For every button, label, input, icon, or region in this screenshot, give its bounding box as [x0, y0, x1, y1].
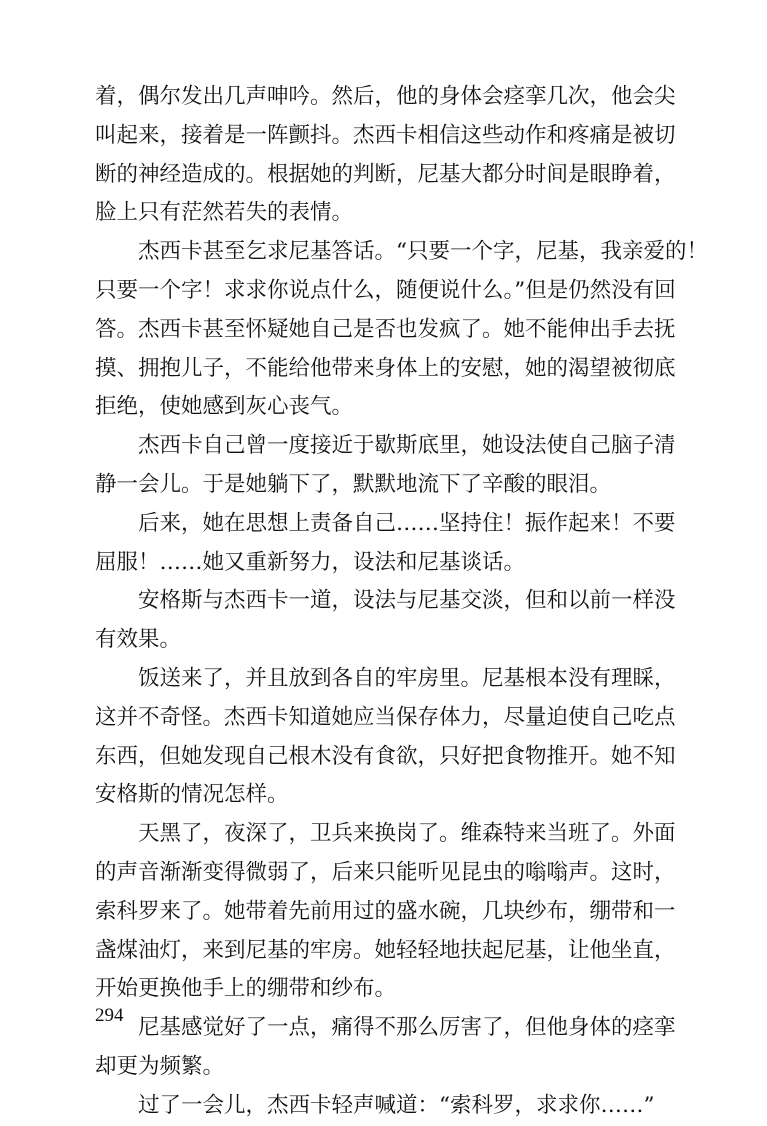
text-line: 饭送来了，并且放到各自的牢房里。尼基根本没有理睬，: [138, 665, 676, 691]
text-line: 天黑了，夜深了，卫兵来换岗了。维森特来当班了。外面: [138, 821, 676, 847]
text-line: 的声音渐渐变得微弱了，后来只能听见昆虫的嗡嗡声。这时，: [95, 859, 676, 885]
page-body: [95, 78, 708, 1126]
text-line: 拒绝，使她感到灰心丧气。: [95, 394, 354, 420]
text-line: 盏煤油灯，来到尼基的牢房。她轻轻地扶起尼基，让他坐直，: [95, 937, 676, 963]
text-line: 后来，她在思想上责备自己……坚持住！振作起来！不要: [138, 510, 676, 536]
text-line: 这并不奇怪。杰西卡知道她应当保存体力，尽量迫使自己吃点: [95, 704, 676, 730]
text-line: 安格斯与杰西卡一道，设法与尼基交淡，但和以前一样没: [138, 588, 676, 614]
text-line: 索科罗来了。她带着先前用过的盛水碗，几块纱布，绷带和一: [95, 898, 676, 924]
text-line: 答。杰西卡甚至怀疑她自己是否也发疯了。她不能伸出手去抚: [95, 316, 676, 342]
text-line: 着，偶尔发出几声呻吟。然后，他的身体会痉挛几次，他会尖: [95, 84, 676, 109]
text-line: 脸上只有茫然若失的表情。: [95, 200, 354, 226]
text-line: 屈服！……她又重新努力，设法和尼基谈话。: [95, 549, 526, 575]
text-line: 过了一会儿，杰西卡轻声喊道：“索科罗，求求你……”: [138, 1092, 655, 1118]
text-line: 尼基感觉好了一点，痛得不那么厉害了，但他身体的痉挛: [138, 1015, 676, 1041]
page-number: 294: [95, 1005, 124, 1026]
text-line: 有效果。: [95, 627, 182, 653]
text-line: 断的神经造成的。根据她的判断，尼基大都分时间是眼睁着，: [95, 161, 676, 187]
text-line: 安格斯的情况怎样。: [95, 782, 289, 808]
text-line: 杰西卡自己曾一度接近于歇斯底里，她设法使自己脑子清: [138, 433, 676, 459]
text-line: 杰西卡甚至乞求尼基答话。“只要一个字，尼基，我亲爱的！: [138, 239, 708, 265]
text-line: 开始更换他手上的绷带和纱布。: [95, 976, 397, 1002]
text-line: 静一会儿。于是她躺下了，默默地流下了辛酸的眼泪。: [95, 471, 612, 497]
text-line: 只要一个字！求求你说点什么，随便说什么。”但是仍然没有回: [95, 277, 676, 303]
text-line: 叫起来，接着是一阵颤抖。杰西卡相信这些动作和疼痛是被切: [95, 122, 676, 148]
text-line: 摸、拥抱儿子，不能给他带来身体上的安慰，她的渴望被彻底: [95, 355, 676, 381]
text-line: 东西，但她发现自己根木没有食欲，只好把食物推开。她不知: [95, 743, 676, 769]
text-line: 却更为频繁。: [95, 1053, 225, 1079]
